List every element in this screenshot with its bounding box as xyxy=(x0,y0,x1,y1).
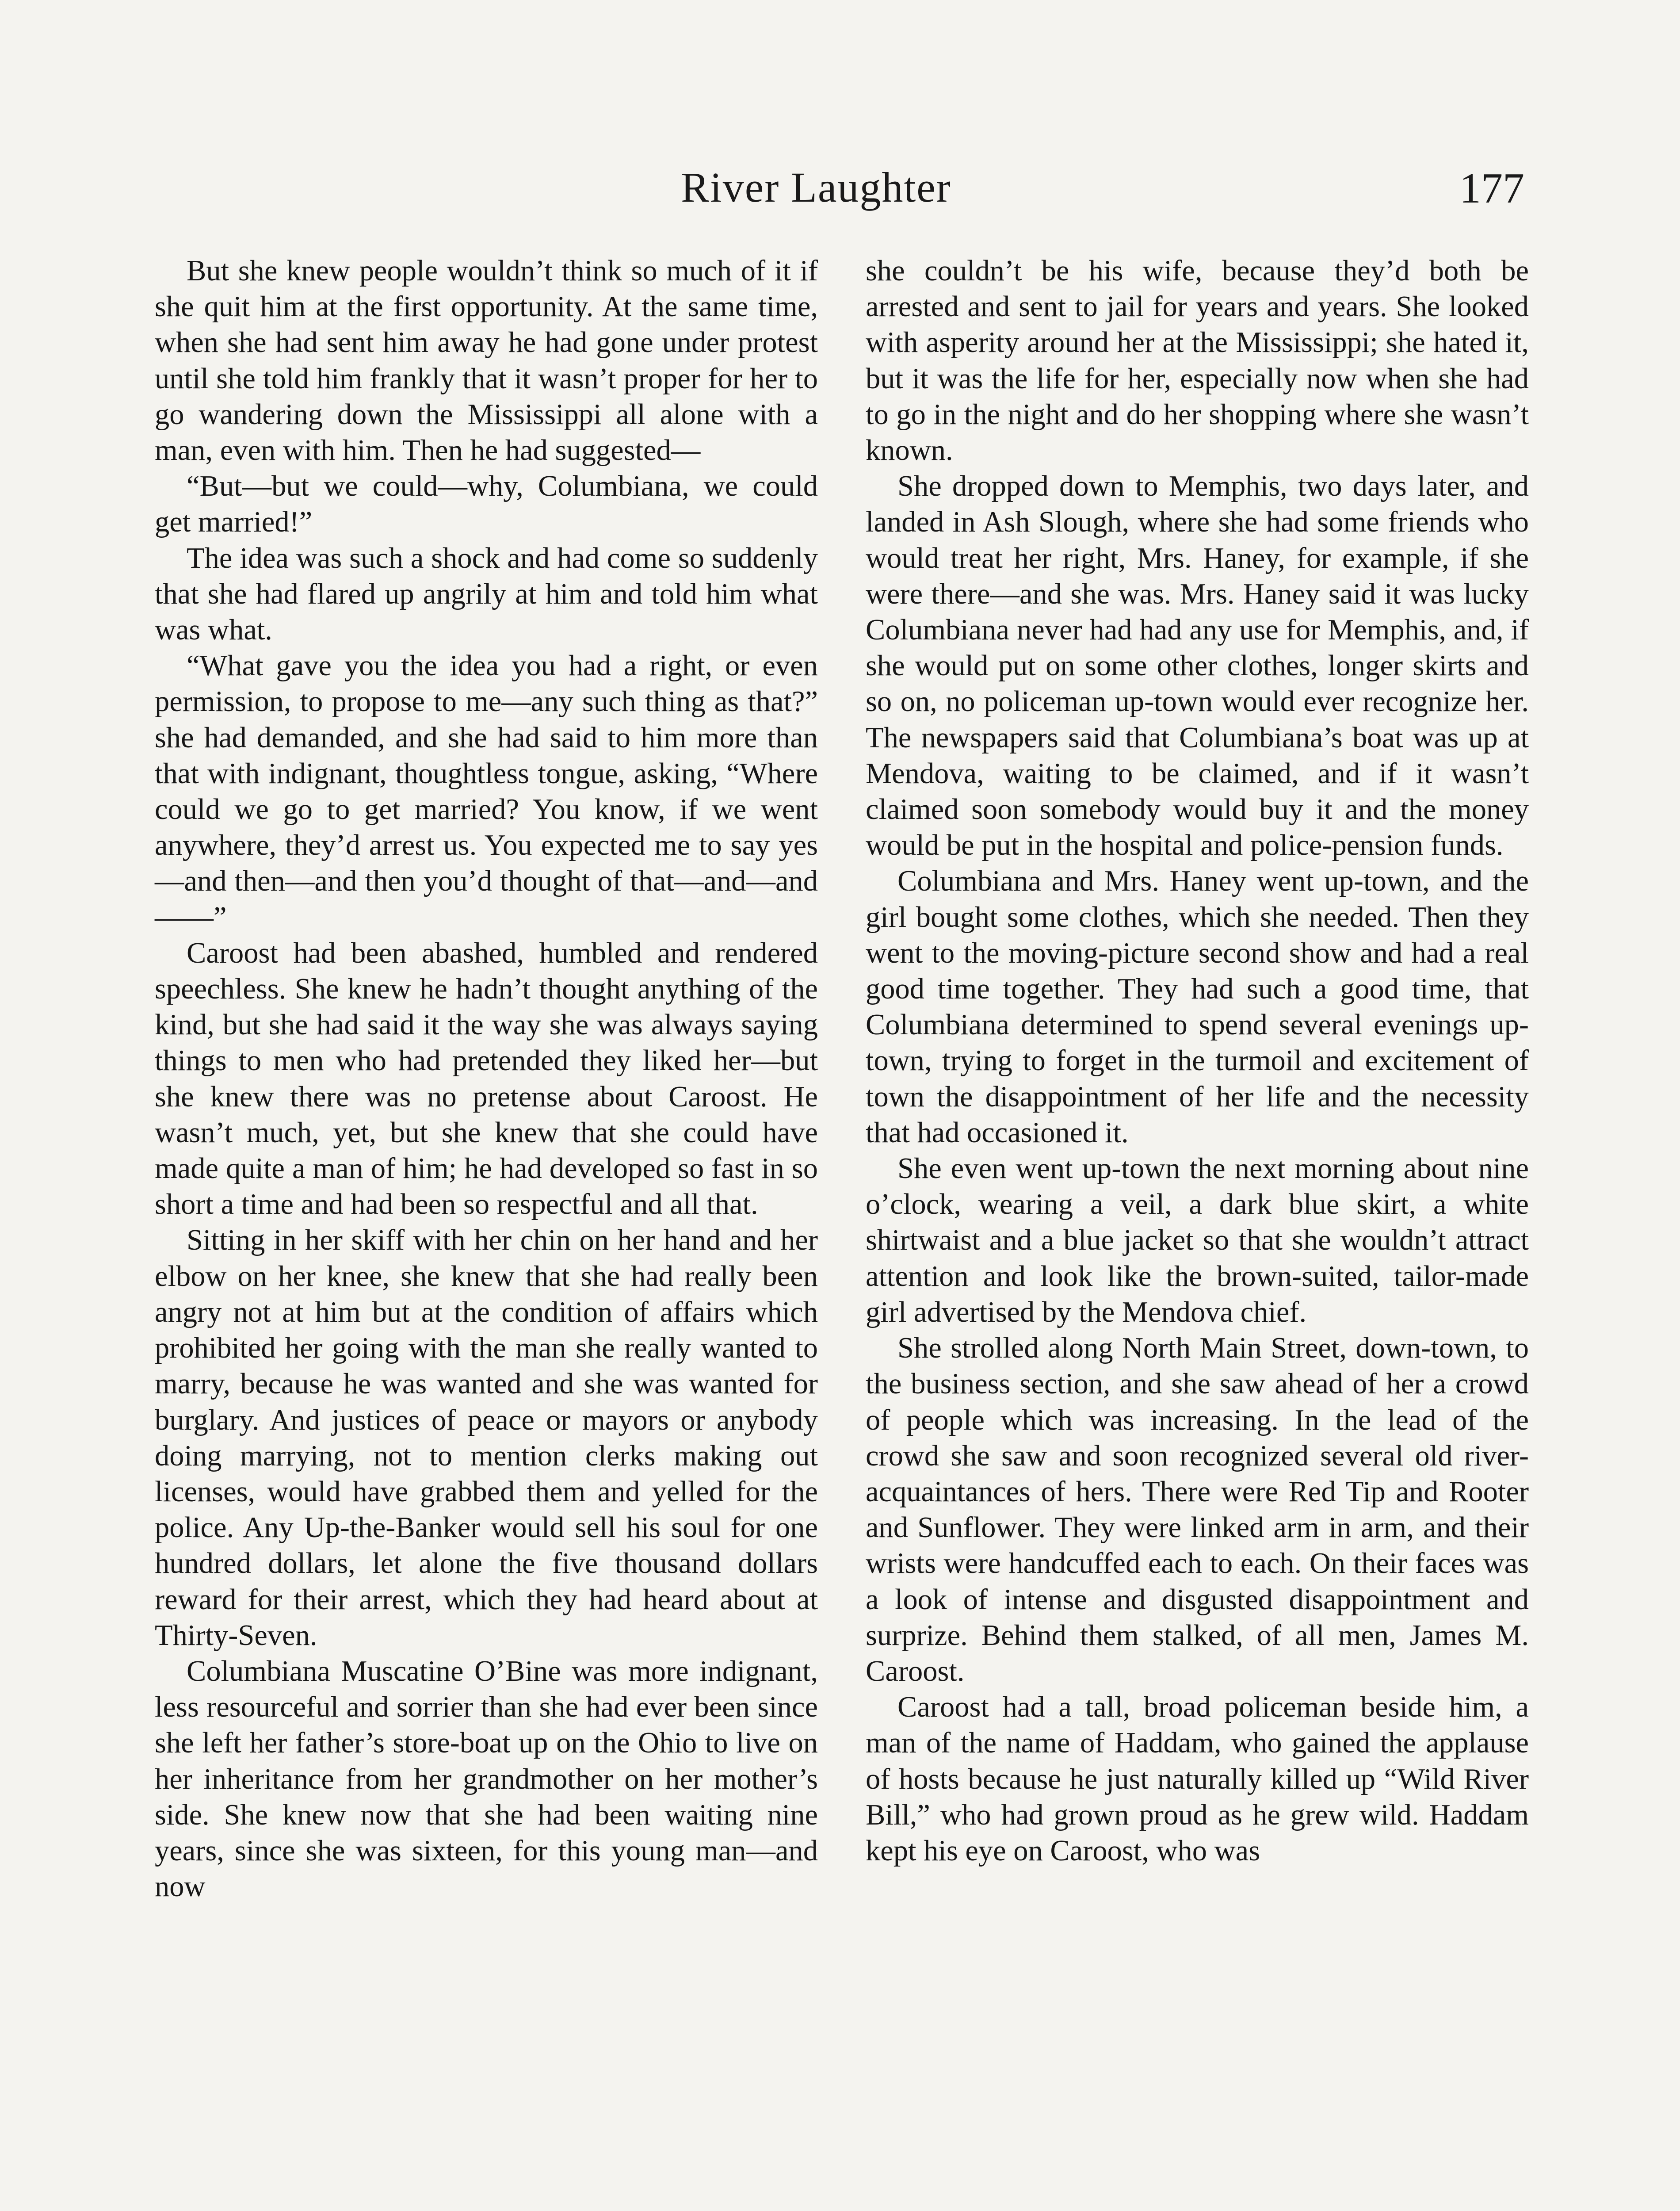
paragraph: She strolled along North Main Street, down-town, to the business section, and she saw ahead of her a crowd of people which was increasing. In the lead of the crowd she saw and soon recognized several old river-acquaintances of hers. There were Red Tip and Rooter and Sunflower. They were linked arm in arm, and their wrists were handcuffed each to each. On their faces was a look of intense and disgusted disappointment and surprize. Behind them stalked, of all men, James M. Caroost. xyxy=(866,1332,1529,1687)
paragraph: Sitting in her skiff with her chin on her hand and her elbow on her knee, she knew that she had really been angry not at him but at the condition of affairs which prohibited her going with the man she really wanted to marry, because he was wanted and she was wanted for burglary. And justices of peace or mayors or anybody doing marrying, not to mention clerks making out licenses, would have grabbed them and yelled for the police. Any Up-the-Banker would sell his soul for one hundred dollars, let alone the five thousand dollars reward for their arrest, which they had heard about at Thirty-Seven. xyxy=(155,1224,818,1652)
paragraph: She dropped down to Memphis, two days later, and landed in Ash Slough, where she had some friends who would treat her right, Mrs. Haney, for example, if she were there—and she was. Mrs. Haney said it was lucky Columbiana never had had any use for Memphis, and, if she would put on some other clothes, longer skirts and so on, no policeman up-town would ever recognize her. The newspapers said that Columbiana’s boat was up at Mendova, waiting to be claimed, and if it wasn’t claimed soon somebody would buy it and the money would be put in the hospital and police-pension funds. xyxy=(866,470,1529,862)
paragraph: She even went up-town the next morning about nine o’clock, wearing a veil, a dark blue skirt, a white shirtwaist and a blue jacket so that she wouldn’t attract attention and look like the brown-suited, tailor-made girl advertised by the Mendova chief. xyxy=(866,1152,1529,1328)
left-column xyxy=(155,253,818,1905)
right-column xyxy=(866,253,1529,1869)
paragraph: Columbiana Muscatine O’Bine was more indignant, less resourceful and sorrier than she had ever been since she left her father’s store-boat up on the Ohio to live on her inheritance from her grandmother on her mother’s side. She knew now that she had been waiting nine years, since she was sixteen, for this young man—and now xyxy=(155,1655,818,1903)
paragraph: Caroost had a tall, broad policeman beside him, a man of the name of Haddam, who gained the applause of hosts because he just naturally killed up “Wild River Bill,” who had grown proud as he grew wild. Haddam kept his eye on Caroost, who was xyxy=(866,1691,1529,1867)
paragraph-continued: she couldn’t be his wife, because they’d both be arrested and sent to jail for years and years. She looked with asperity around her at the Mississippi; she hated it, but it was the life for her, especially now when she had to go in the night and do her shopping where she wasn’t known. xyxy=(866,255,1529,467)
paragraph: “What gave you the idea you had a right, or even permission, to propose to me—any such thing as that?” she had demanded, and she had said to him more than that with indignant, thoughtless tongue, asking, “Where could we go to get married? You know, if we went anywhere, they’d arrest us. You expected me to say yes—and then—and then you’d thought of that—and—and——” xyxy=(155,650,818,933)
paragraph: “But—but we could—why, Columbiana, we could get married!” xyxy=(155,470,818,539)
paragraph: But she knew people wouldn’t think so much of it if she quit him at the first opportunity. At the same time, when she had sent him away he had gone under protest until she told him frankly that it wasn’t proper for her to go wandering down the Mississippi all alone with a man, even with him. Then he had suggested— xyxy=(155,255,818,467)
page-number: 177 xyxy=(1459,164,1524,212)
running-head: River Laughter xyxy=(681,164,951,211)
paragraph: The idea was such a shock and had come so suddenly that she had flared up angrily at him and told him what was what. xyxy=(155,542,818,646)
paragraph: Columbiana and Mrs. Haney went up-town, and the girl bought some clothes, which she needed. Then they went to the moving-picture second show and had a real good time together. They had such a good time, that Columbiana determined to spend several evenings up-town, trying to forget in the turmoil and excitement of town the disappointment of her life and the necessity that had occasioned it. xyxy=(866,865,1529,1149)
paragraph: Caroost had been abashed, humbled and rendered speechless. She knew he hadn’t thought anything of the kind, but she had said it the way she was always saying things to men who had pretended they liked her—but she knew there was no pretense about Caroost. He wasn’t much, yet, but she knew that she could have made quite a man of him; he had developed so fast in so short a time and had been so respectful and all that. xyxy=(155,937,818,1221)
